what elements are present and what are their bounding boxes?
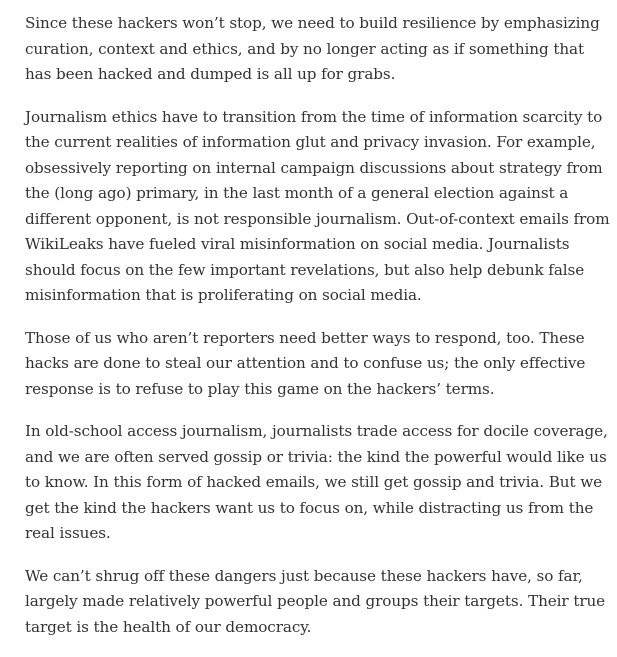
paragraph-2: Journalism ethics have to transition from the time of information scarcity to the current realities of information glut and privacy invasion. For example, obsessively reporting on internal campaign discussions about strategy from the (long ago) primary, in the last month of a general election against a different opponent, is not responsible journalism. Out-of-context emails from WikiLeaks have fueled viral misinformation on social media. Journalists should focus on the few important revelations, but also help debunk false misinformation that is proliferating on social media. [25, 107, 610, 304]
paragraph-1: Since these hackers won’t stop, we need to build resilience by emphasizing curation, context and ethics, and by no longer acting as if something that has been hacked and dumped is all up for grabs. [25, 14, 600, 83]
paragraph-4: In old-school access journalism, journalists trade access for docile coverage, and we are often served gossip or trivia: the kind the powerful would like us to know. In this form of hacked emails, we still get gossip and trivia. But we get the kind the hackers want us to focus on, while distracting us from the real issues. [25, 422, 608, 542]
paragraph-5: We can’t shrug off these dangers just because these hackers have, so far, largely made relatively powerful people and groups their targets. Their true target is the health of our democracy. [25, 566, 606, 636]
article-body [25, 11, 610, 657]
paragraph-3: Those of us who aren’t reporters need better ways to respond, too. These hacks are done to steal our attention and to confuse us; the only effective response is to refuse to play this game on the hackers’ terms. [25, 328, 586, 398]
